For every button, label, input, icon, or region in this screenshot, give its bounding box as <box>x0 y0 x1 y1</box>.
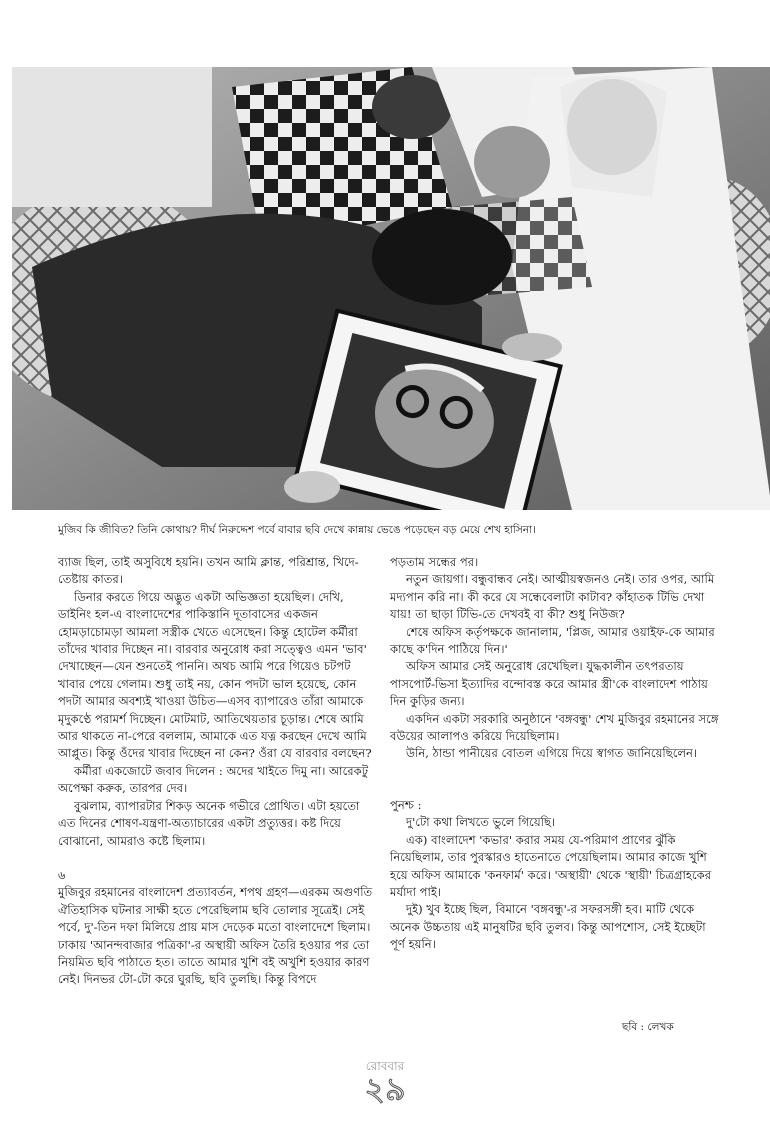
paragraph: কর্মীরা একজোটে জবাব দিলেন : অদের খাইতে দিমু না। আরেকটু অপেক্ষা করুক, তারপর দেব। <box>58 763 369 796</box>
paragraph: মুজিবুর রহমানের বাংলাদেশ প্রত্যাবর্তন, শপথ গ্রহণ—এরকম অগুণতি ঐতিহাসিক ঘটনার সাক্ষী হতে পেরেছিলাম ছবি তোলার সূত্রেই। সেই পর্বে, দু'-তিন দফা মিলিয়ে প্রায় মাস দেড়েক মতো বাংলাদেশে ছিলাম। ঢাকায় 'আনন্দবাজার পত্রিকা'-র অস্থায়ী অফিস তৈরি হওয়ার পর তো নিয়মিত ছবি পাঠাতে হত। তাতে আমার খুশি বই অখুশি হওয়ার কারণ নেই। দিনভর টো-টো করে ঘুরছি, ছবি তুলছি। কিন্তু বিপদে <box>58 885 373 987</box>
postscript-heading: পুনশ্চ : <box>390 797 422 812</box>
photo-credit: ছবি : লেখক <box>622 1021 674 1033</box>
paragraph: অফিস আমার সেই অনুরোধ রেখেছিল। যুদ্ধকালীন তৎপরতায় পাসপোর্ট-ভিসা ইত্যাদির বন্দোবস্ত করে আমার স্ত্রী'কে বাংলাদেশ পাঠায় দিন কুড়ির জন্য। <box>390 659 708 709</box>
paragraph: পড়তাম সন্ধের পর। <box>390 555 479 569</box>
photo-caption: মুজিব কি জীবিত? তিনি কোথায়? দীর্ঘ নিরুদ্দেশ পর্বে বাবার ছবি দেখে কান্নায় ভেঙে পড়েছেন বড় মেয়ে শেখ হাসিনা। <box>58 524 536 536</box>
paragraph: উনি, ঠান্ডা পানীয়ের বোতল এগিয়ে দিয়ে স্বাগত জানিয়েছিলেন। <box>406 746 698 761</box>
page-number: ২৯ <box>364 1070 406 1108</box>
section-number: ৬ <box>58 867 66 882</box>
magazine-name: রোববার <box>365 1059 405 1073</box>
paragraph: ডিনার করতে গিয়ে অদ্ভুত একটা অভিজ্ঞতা হয়েছিল। দেখি, ডাইনিং হল-এ বাংলাদেশের পাকিস্তানি দূতাবাসের একজন হোমড়াচোমড়া আমলা সস্ত্রীক খেতে এসেছেন। কিন্তু হোটেল কর্মীরা তাঁদের খাবার দিচ্ছেন না। বারবার অনুরোধ করা সত্ত্বেও এমন 'ভাব' দেখাচ্ছেন—যেন শুনতেই পাননি। অথচ আমি পরে গিয়েও চটপট খাবার পেয়ে গেলাম। শুধু তাই নয়, কোন পদটা ভাল হয়েছে, কোন পদটা আমার অবশ্যই খাওয়া উচিত—এসব ব্যাপারেও তাঁরা আমাকে মৃদুকণ্ঠে পরামর্শ দিচ্ছেন। মোটমাট, আতিথেয়তার চূড়ান্ত। শেষে আমি আর থাকতে না-পেরে বললাম, আমাকে এত যত্ন করছেন দেখে আমি আপ্লুত। কিন্তু ওঁদের খাবার দিচ্ছেন না কেন? ওঁরা যে বারবার বলছেন? <box>58 589 372 761</box>
paragraph: দুই) খুব ইচ্ছে ছিল, বিমানে 'বঙ্গবন্ধু'-র সফরসঙ্গী হব। মাটি থেকে অনেক উচ্চতায় এই মানুষটির ছবি তুলব। কিন্তু আপশোস, সেই ইচ্ছেটা পূর্ণ হয়নি। <box>390 902 706 952</box>
article-column-right <box>390 554 720 954</box>
article-column-left <box>58 554 378 989</box>
paragraph: ব্যাজ ছিল, তাই অসুবিধে হয়নি। তখন আমি ক্লান্ত, পরিশ্রান্ত, খিদে-তেষ্টায় কাতর। <box>58 555 359 587</box>
paragraph: নতুন জায়গা। বন্ধুবান্ধব নেই। আত্মীয়স্বজনও নেই। তার ওপর, আমি মদ্যপান করি না। কী করে যে সন্ধেবেলাটা কাটাব? কাঁহাতক টিভি দেখা যায়! তা ছাড়া টিভি-তে দেখবই বা কী? শুধু নিউজ? <box>390 572 715 622</box>
paragraph: বুঝলাম, ব্যাপারটার শিকড় অনেক গভীরে প্রোথিত। এটা হয়তো এত দিনের শোষণ-যন্ত্রণা-অত্যাচারের একটা প্রত্যুত্তর। কষ্ট দিয়ে বোঝানো, আমরাও কষ্টে ছিলাম। <box>58 798 360 848</box>
paragraph: এক) বাংলাদেশ 'কভার' করার সময় যে-পরিমাণ প্রাণের ঝুঁকি নিয়েছিলাম, তার পুরস্কারও হাতেনাতে পেয়েছিলাম। আমার কাজে খুশি হয়ে অফিস আমাকে 'কনফার্ম' করে। 'অস্থায়ী' থেকে 'স্থায়ী' চিত্রগ্রাহকের মর্যাদা পাই। <box>390 832 712 899</box>
paragraph: একদিন একটা সরকারি অনুষ্ঠানে 'বঙ্গবন্ধু' শেখ মুজিবুর রহমানের সঙ্গে বউয়ের আলাপও করিয়ে দিয়েছিলাম। <box>390 711 719 744</box>
news-photograph <box>12 67 770 510</box>
paragraph: শেষে অফিস কর্তৃপক্ষকে জানালাম, 'প্লিজ, আমার ওয়াইফ-কে আমার কাছে ক'দিন পাঠিয়ে দিন।' <box>390 624 715 657</box>
paragraph: দু'টো কথা লিখতে ভুলে গিয়েছি। <box>406 815 556 830</box>
photograph-illustration <box>12 67 770 510</box>
